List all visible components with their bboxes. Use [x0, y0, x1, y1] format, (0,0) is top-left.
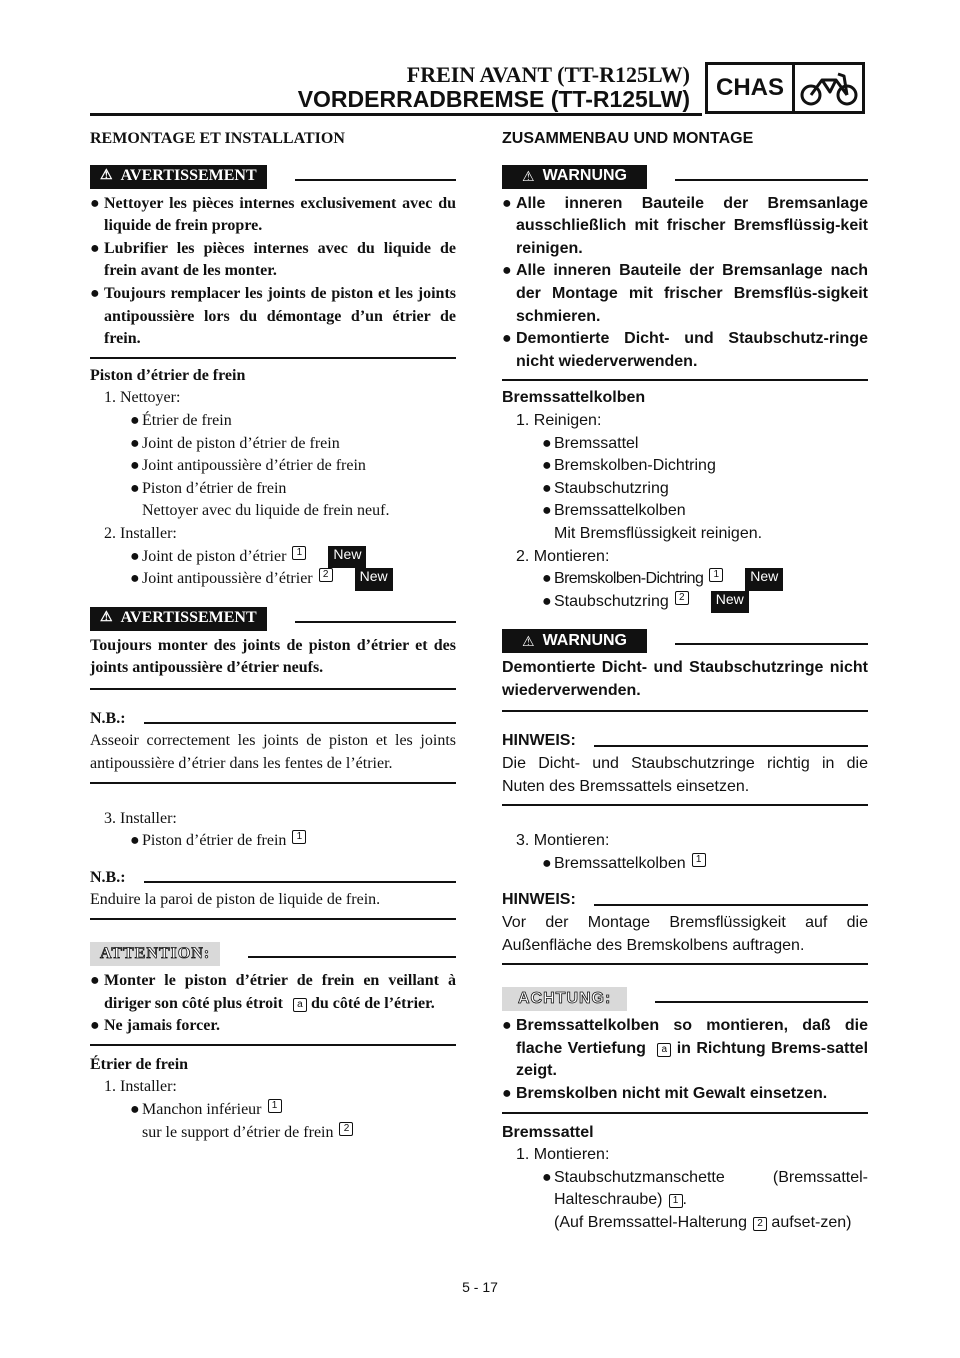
list-item: ● Bremskolben-Dichtring 1 New [502, 568, 868, 591]
step: 1. Installer: [104, 1078, 177, 1096]
warning-header [90, 607, 456, 631]
note-header: N.B.: [90, 708, 456, 731]
step: 3. Installer: [104, 809, 177, 827]
list-item: ● Ne jamais forcer. [90, 1017, 220, 1035]
list-item: ● Joint de piston d’étrier 1 New [90, 546, 456, 569]
caution-header [90, 942, 456, 966]
warning-text: Toujours monter des joints de piston d’étrier et des joints antipoussière d’étrier neufs. [90, 636, 456, 677]
note-header: HINWEIS: [502, 889, 868, 912]
list-item: ● Staubschutzring [542, 479, 669, 497]
list-item: ● Alle inneren Bauteile der Bremsanlage nach der Montage mit frischer Bremsflüs-sigkeit schmieren. [502, 262, 868, 325]
column-german [502, 128, 868, 1235]
subsection-title: Étrier de frein [90, 1055, 189, 1073]
list-item: ● Toujours remplacer les joints de piston et les joints antipoussière lors du démontage d’un étrier de frein. [90, 284, 456, 348]
list-item: ● Nettoyer les pièces internes exclusivement avec du liquide de frein propre. [90, 194, 456, 235]
header-title-de: VORDERRADBREMSE (TT-R125LW) [297, 86, 690, 112]
step-note: Mit Bremsflüssigkeit reinigen. [554, 524, 763, 542]
list-item: ● Étrier de frein [130, 411, 232, 429]
list-item: ● Joint antipoussière d’étrier 2 New [90, 568, 456, 591]
note-text: Asseoir correctement les joints de piston et les joints antipoussière d’étrier dans les fentes de l’étrier. [90, 732, 456, 773]
step: 2. Montieren: [516, 547, 610, 565]
list-item: ● Bremssattelkolben 1 [502, 853, 868, 876]
list-item: ● Joint antipoussière d’étrier de frein [130, 457, 366, 475]
new-badge: New [711, 591, 749, 614]
warning-triangle-icon: ⚠ [100, 168, 113, 184]
warning-label: ⚠ WARNUNG [502, 629, 647, 653]
column-french [90, 128, 456, 1144]
warning-header [502, 165, 868, 189]
note-header: HINWEIS: [502, 730, 868, 753]
warning-triangle-icon: ⚠ [522, 632, 535, 649]
warning-header [90, 165, 456, 189]
list-item: ● Monter le piston d’étrier de frein en veillant à diriger son côté plus étroit a du côté de l’étrier. [90, 972, 456, 1012]
list-item: ● Lubrifier les pièces internes avec du liquide de frein avant de les monter. [90, 239, 456, 280]
warning-label: ⚠ WARNUNG [502, 165, 647, 189]
header-title-fr: FREIN AVANT (TT-R125LW) [406, 62, 690, 87]
step: 1. Reinigen: [516, 411, 602, 429]
list-item: ● Staubschutzring 2 New [502, 591, 868, 614]
page-number: 5 - 17 [462, 1279, 498, 1295]
warning-triangle-icon: ⚠ [100, 610, 113, 626]
list-item: ● Bremssattelkolben [542, 502, 686, 520]
subsection-title: Bremssattelkolben [502, 389, 646, 407]
list-item: ● Demontierte Dicht- und Staubschutz-ringe nicht wiederverwenden. [502, 330, 868, 370]
section-heading: REMONTAGE ET INSTALLATION [90, 130, 345, 147]
motorcycle-icon [795, 65, 862, 111]
note-text: Die Dicht- und Staubschutzringe richtig in die Nuten des Bremssattels einsetzen. [502, 755, 868, 795]
section-heading: ZUSAMMENBAU UND MONTAGE [502, 130, 754, 147]
list-item: ● Joint de piston d’étrier de frein [130, 434, 340, 452]
subsection-title: Bremssattel [502, 1123, 594, 1141]
step-note: sur le support d’étrier de frein 2 [90, 1122, 456, 1145]
warning-header [502, 629, 868, 653]
subsection-title: Piston d’étrier de frein [90, 366, 246, 384]
warning-text: Demontierte Dicht- und Staubschutzringe nicht wiederverwenden. [502, 659, 868, 699]
list-item: ● Alle inneren Bauteile der Bremsanlage ausschließlich mit frischer Bremsflüssig-keit reinigen. [502, 194, 868, 257]
warning-triangle-icon: ⚠ [522, 168, 535, 185]
new-badge: New [328, 546, 366, 569]
step: 1. Montieren: [516, 1146, 610, 1164]
caution-label: ATTENTION: [90, 942, 220, 966]
step: 2. Installer: [104, 524, 177, 542]
list-item: ● Bremssattelkolben so montieren, daß die flache Vertiefung a in Richtung Brems-sattel zeigt. [502, 1017, 869, 1080]
header-rule [90, 113, 702, 116]
note-text: Vor der Montage Bremsflüssigkeit auf die Außenfläche des Bremskolbens auftragen. [502, 914, 868, 954]
list-item: ● Staubschutzmanschette (Bremssattel-Halteschraube) 1 . [542, 1168, 868, 1209]
step-note: Nettoyer avec du liquide de frein neuf. [142, 502, 390, 520]
step: 1. Nettoyer: [104, 389, 181, 407]
warning-label: ⚠ AVERTISSEMENT [90, 607, 267, 631]
warning-label: ⚠ AVERTISSEMENT [90, 165, 267, 189]
note-header: N.B.: [90, 867, 456, 890]
section-label: CHAS [708, 65, 795, 111]
list-item: ● Manchon inférieur 1 [90, 1099, 456, 1122]
caution-label: ACHTUNG: [502, 987, 627, 1011]
new-badge: New [355, 568, 393, 591]
list-item: ● Piston d’étrier de frein [130, 479, 287, 497]
note-text: Enduire la paroi de piston de liquide de frein. [90, 891, 381, 909]
step-note: (Auf Bremssattel-Halterung 2 aufset-zen) [554, 1213, 852, 1231]
list-item: ● Bremskolben nicht mit Gewalt einsetzen. [502, 1085, 828, 1102]
section-tab [705, 62, 865, 114]
list-item: ● Bremskolben-Dichtring [542, 457, 716, 475]
list-item: ● Piston d’étrier de frein 1 [90, 830, 456, 853]
new-badge: New [745, 568, 783, 591]
caution-header [502, 987, 868, 1011]
list-item: ● Bremssattel [542, 434, 639, 452]
step: 3. Montieren: [516, 832, 610, 850]
